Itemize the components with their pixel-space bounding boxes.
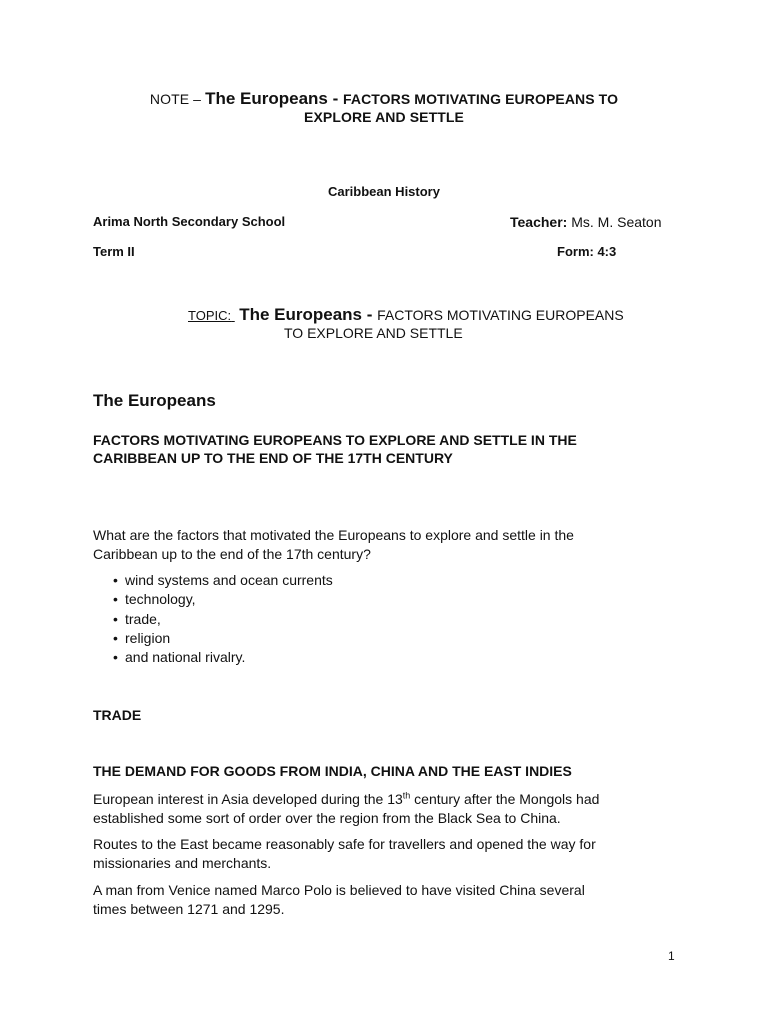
teacher-label: Teacher: bbox=[510, 214, 568, 230]
topic-subtitle-1: FACTORS MOTIVATING EUROPEANS bbox=[377, 307, 624, 323]
topic-title: The Europeans - bbox=[239, 305, 378, 324]
school-name: Arima North Secondary School bbox=[93, 214, 286, 229]
paragraph-1 bbox=[93, 790, 693, 828]
list-item: • technology, bbox=[93, 590, 333, 609]
list-item: • trade, bbox=[93, 610, 333, 629]
form: Form: 4:3 bbox=[557, 244, 617, 259]
factors-heading bbox=[93, 431, 577, 467]
paragraph-1-line2: established some sort of order over the region from the Black Sea to China. bbox=[93, 810, 561, 826]
factors-heading-line1: FACTORS MOTIVATING EUROPEANS TO EXPLORE AND SETTLE IN THE bbox=[93, 432, 577, 448]
demand-heading: THE DEMAND FOR GOODS FROM INDIA, CHINA AND THE EAST INDIES bbox=[93, 763, 572, 779]
page-number: 1 bbox=[668, 949, 675, 963]
question-text bbox=[93, 526, 693, 564]
paragraph-1-line1 bbox=[93, 790, 693, 809]
question-line1: What are the factors that motivated the Europeans to explore and settle in the bbox=[93, 527, 574, 543]
note-subtitle-2: EXPLORE AND SETTLE bbox=[304, 109, 464, 125]
list-item: • and national rivalry. bbox=[93, 648, 333, 667]
paragraph-3-line2: times between 1271 and 1295. bbox=[93, 901, 285, 917]
list-item: • wind systems and ocean currents bbox=[93, 571, 333, 590]
p1-text-b: century after the Mongols had bbox=[410, 791, 600, 807]
topic-subtitle-2: TO EXPLORE AND SETTLE bbox=[284, 325, 463, 341]
factors-heading-line2: CARIBBEAN UP TO THE END OF THE 17TH CENTURY bbox=[93, 450, 453, 466]
p1-text-a: European interest in Asia developed during the 13 bbox=[93, 791, 403, 807]
teacher-line bbox=[510, 214, 661, 230]
paragraph-2-line1: Routes to the East became reasonably safe for travellers and opened the way for bbox=[93, 836, 596, 852]
topic-label: TOPIC: bbox=[188, 308, 232, 323]
p1-superscript: th bbox=[402, 790, 411, 801]
course-name: Caribbean History bbox=[328, 184, 440, 199]
paragraph-3 bbox=[93, 881, 693, 919]
note-subtitle-1: FACTORS MOTIVATING EUROPEANS TO bbox=[342, 91, 619, 107]
term: Term II bbox=[93, 244, 135, 259]
section-heading: The Europeans bbox=[93, 391, 216, 410]
note-title: The Europeans - bbox=[205, 89, 343, 108]
list-item: • religion bbox=[93, 629, 333, 648]
paragraph-3-line1: A man from Venice named Marco Polo is believed to have visited China several bbox=[93, 882, 585, 898]
trade-heading: TRADE bbox=[93, 707, 142, 723]
factors-list bbox=[93, 571, 333, 667]
teacher-name: Ms. M. Seaton bbox=[571, 214, 662, 230]
note-title-line1 bbox=[0, 89, 768, 109]
topic-line1 bbox=[188, 305, 624, 325]
question-line2: Caribbean up to the end of the 17th century? bbox=[93, 546, 371, 562]
note-prefix: NOTE – bbox=[149, 91, 206, 107]
paragraph-2 bbox=[93, 835, 693, 873]
paragraph-2-line2: missionaries and merchants. bbox=[93, 855, 272, 871]
